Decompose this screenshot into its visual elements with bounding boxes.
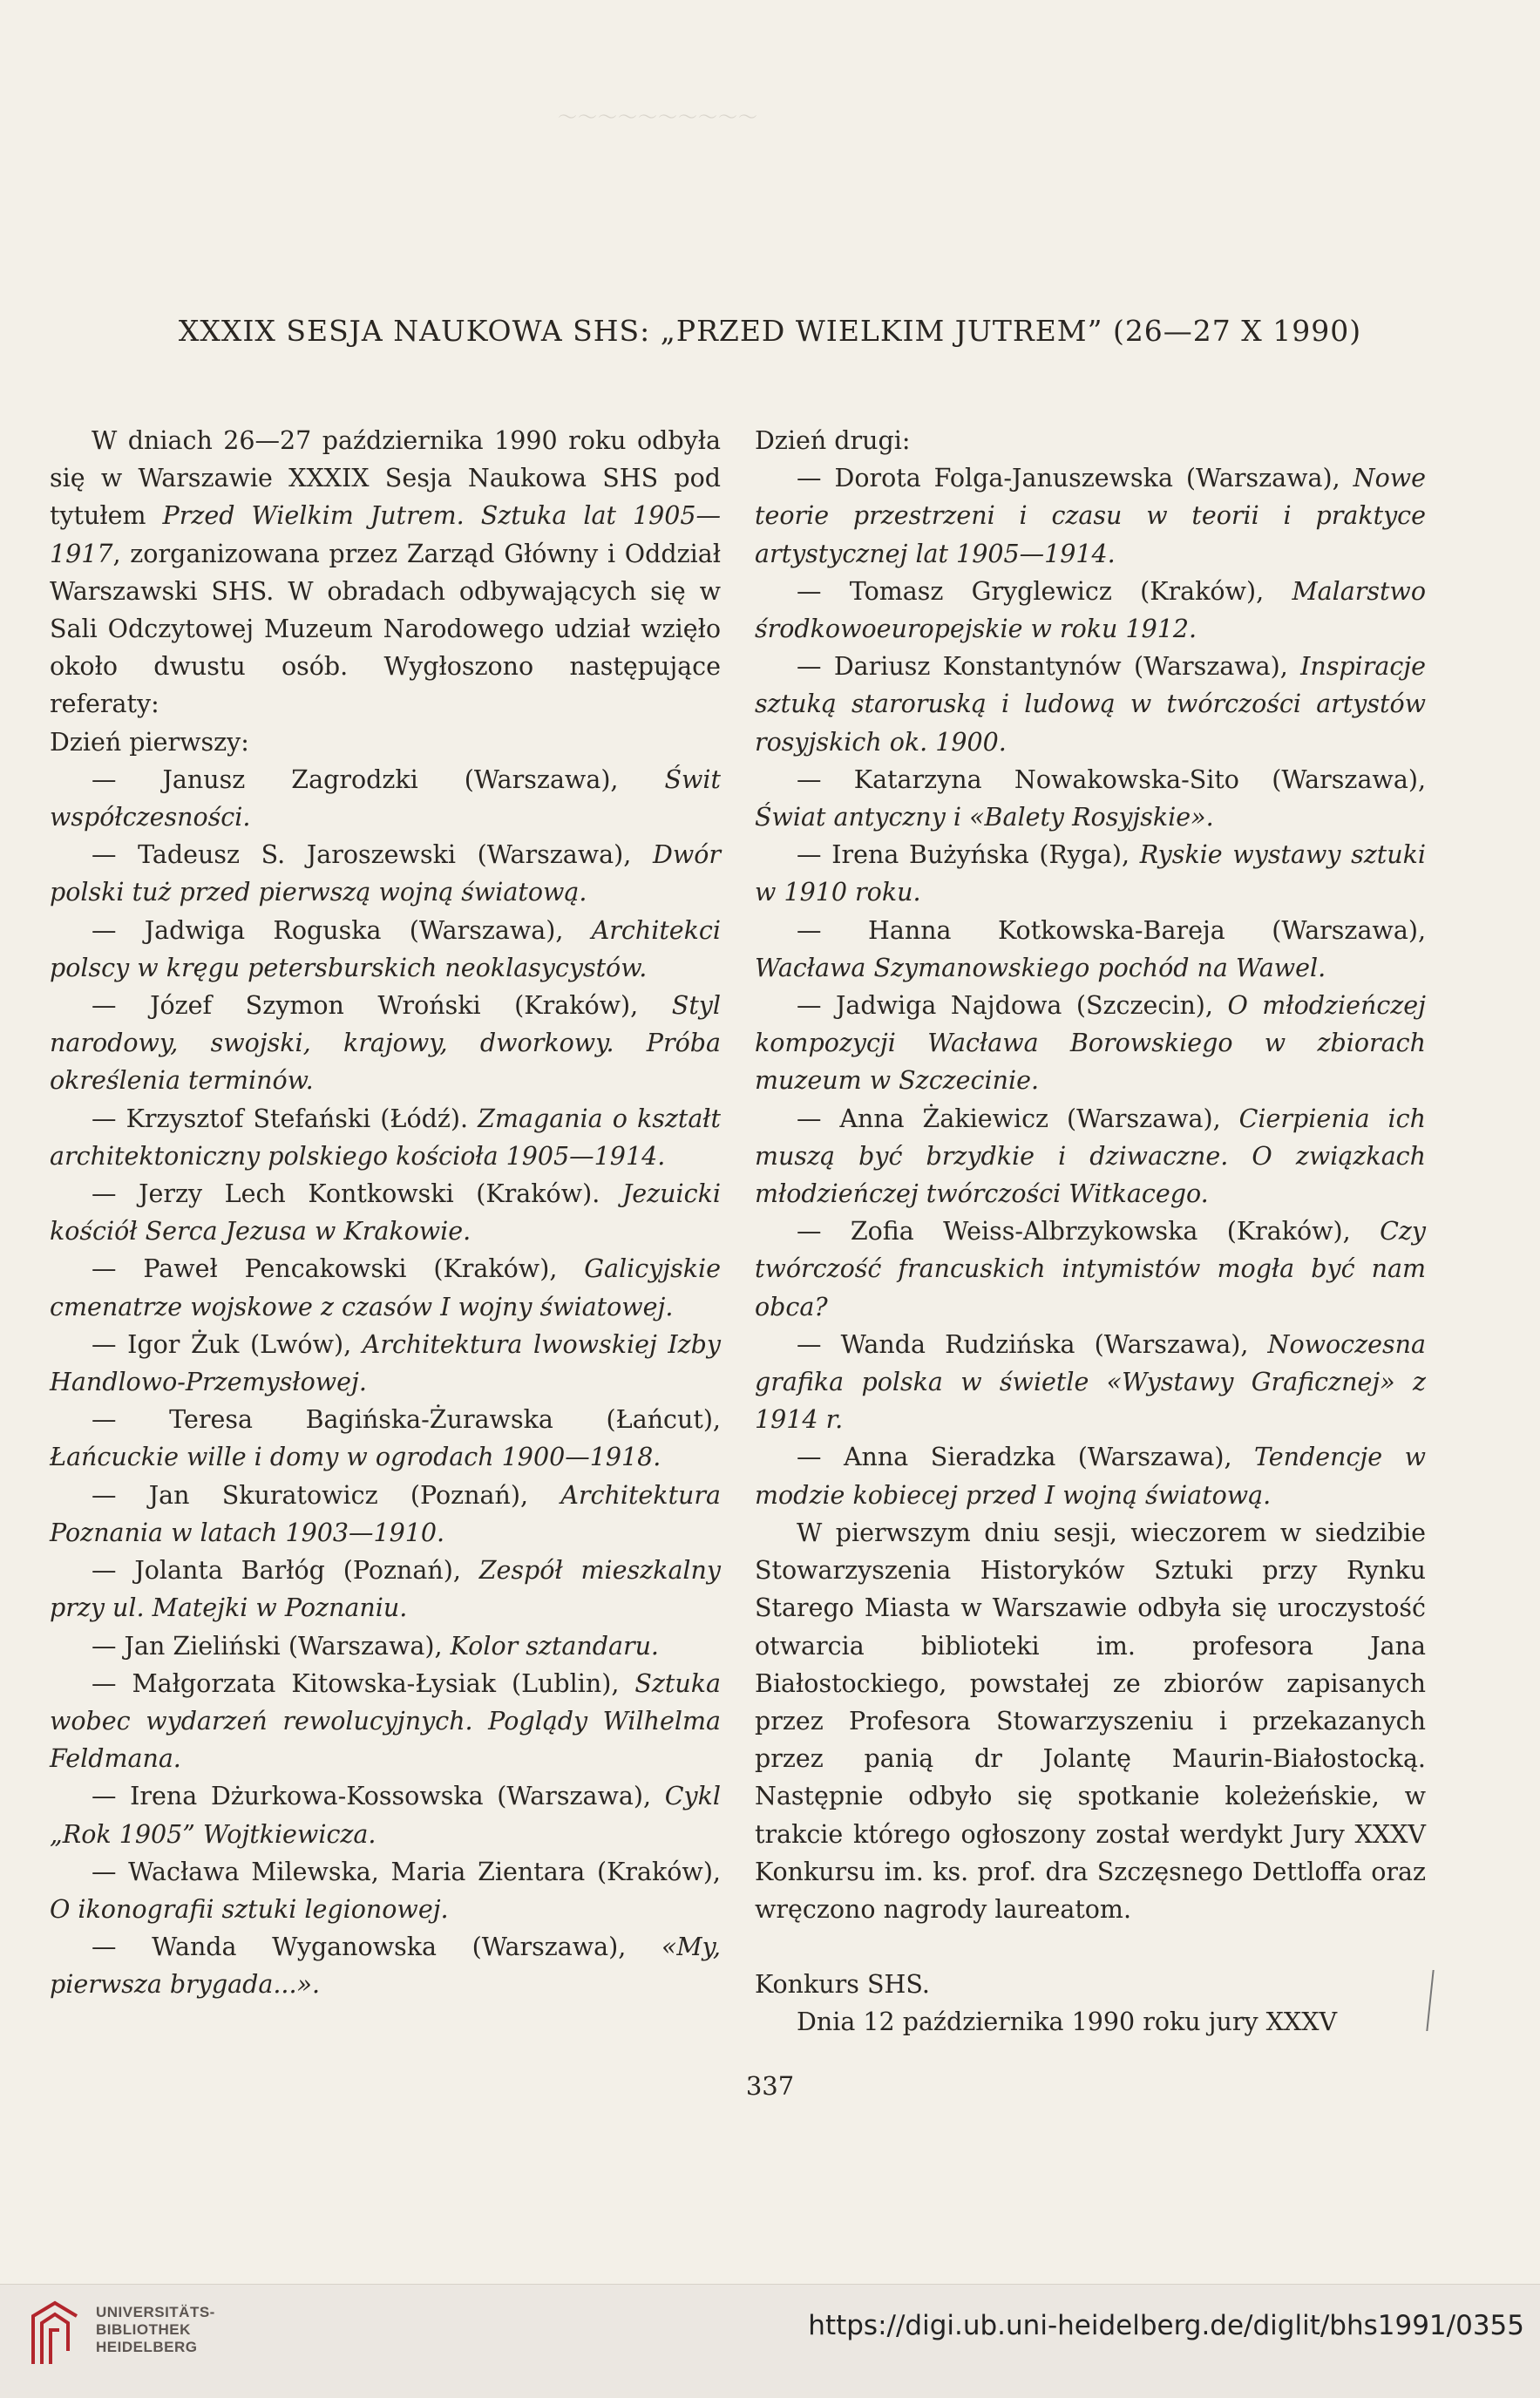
lecture-author: — Jadwiga Najdowa (Szczecin), bbox=[797, 991, 1228, 1021]
lecture-author: — Dorota Folga-Januszewska (Warszawa), bbox=[797, 464, 1353, 493]
library-name-line: BIBLIOTHEK bbox=[96, 2321, 191, 2338]
lecture-entry bbox=[50, 1777, 721, 1852]
library-name-line: UNIVERSITÄTS- bbox=[96, 2304, 215, 2320]
page-number: 337 bbox=[745, 2071, 795, 2101]
day1-label: Dzień pierwszy: bbox=[50, 727, 249, 757]
lecture-author: — Janusz Zagrodzki (Warszawa), bbox=[92, 764, 665, 794]
lecture-entry bbox=[50, 987, 721, 1100]
library-name bbox=[96, 2304, 215, 2356]
lecture-title: Architektura Poznania w latach 1903—1910. bbox=[50, 1480, 721, 1547]
lecture-title: Wacława Szymanowskiego pochód na Wawel. bbox=[755, 953, 1326, 982]
lecture-entry bbox=[755, 1213, 1426, 1326]
lecture-title: Architekci polscy w kręgu petersburskich neoklasycystów. bbox=[50, 915, 721, 982]
lecture-author: — Katarzyna Nowakowska-Sito (Warszawa), bbox=[797, 764, 1426, 794]
lecture-entry bbox=[50, 1100, 721, 1175]
right-column bbox=[755, 422, 1426, 2041]
lecture-entry bbox=[50, 1853, 721, 1928]
left-column bbox=[50, 422, 721, 2004]
lecture-entry bbox=[755, 1326, 1426, 1439]
lecture-entry bbox=[755, 761, 1426, 836]
lecture-author: — Jan Skuratowicz (Poznań), bbox=[92, 1480, 561, 1510]
lecture-entry bbox=[755, 1100, 1426, 1213]
lecture-entry bbox=[50, 1627, 721, 1665]
lecture-author: — Irena Bużyńska (Ryga), bbox=[797, 840, 1140, 870]
lecture-title: Architektura lwowskiej Izby Handlowo-Przemysłowej. bbox=[50, 1329, 721, 1397]
lecture-entry bbox=[755, 1438, 1426, 1513]
lecture-entry bbox=[50, 761, 721, 836]
lecture-title: Inspiracje sztuką staroruską i ludową w twórczości artystów rosyjskich ok. 1900. bbox=[755, 652, 1426, 757]
konkurs-label: Konkurs SHS. bbox=[755, 1970, 930, 2000]
lecture-author: — Igor Żuk (Lwów), bbox=[92, 1329, 363, 1359]
lecture-title: Ryskie wystawy sztuki w 1910 roku. bbox=[755, 840, 1426, 907]
lecture-entry bbox=[755, 912, 1426, 987]
lecture-title: Dwór polski tuż przed pierwszą wojną światową. bbox=[50, 840, 721, 907]
lecture-author: — Wacława Milewska, Maria Zientara (Kraków), bbox=[92, 1857, 721, 1886]
lecture-entry bbox=[50, 836, 721, 911]
lecture-author: — Krzysztof Stefański (Łódź). bbox=[92, 1104, 478, 1133]
source-url[interactable]: https://digi.ub.uni-heidelberg.de/diglit/bhs1991/0355 bbox=[808, 2310, 1524, 2341]
lecture-title: Jezuicki kościół Serca Jezusa w Krakowie. bbox=[50, 1179, 721, 1247]
lecture-entry bbox=[755, 836, 1426, 911]
lecture-title: Cykl „Rok 1905” Wojtkiewicza. bbox=[50, 1782, 721, 1849]
lecture-title: O młodzieńczej kompozycji Wacława Borowskiego w zbiorach muzeum w Szczecinie. bbox=[755, 991, 1427, 1096]
closing-paragraph: W pierwszym dniu sesji, wieczorem w siedzibie Stowarzyszenia Historyków Sztuki przy Rynku Starego Miasta w Warszawie odbyła się uroczystość otwarcia biblioteki im. profesora Jana Białostockiego, powstałej ze zbiorów zapisanych przez Profesora Stowarzyszeniu i przekazanych przez panią dr Jolantę Maurin-Białostocką. Następnie odbyło się spotkanie koleżeńskie, w trakcie którego ogłoszony został werdykt Jury XXXV Konkursu im. ks. prof. dra Szczęsnego Dettloffa oraz wręczono nagrody laureatom. bbox=[755, 1518, 1426, 1924]
lecture-entry bbox=[755, 459, 1426, 573]
bleed-through-text: ～～～～～～～～～～ bbox=[558, 107, 759, 129]
lecture-title: Galicyjskie cmenatrze wojskowe z czasów I wojny światowej. bbox=[50, 1254, 721, 1321]
lecture-author: — Jerzy Lech Kontkowski (Kraków). bbox=[92, 1179, 622, 1209]
konkurs-text: Dnia 12 października 1990 roku jury XXXV bbox=[797, 2007, 1338, 2037]
lecture-author: — Józef Szymon Wroński (Kraków), bbox=[92, 991, 672, 1021]
day1-list bbox=[50, 761, 721, 2004]
lecture-entry bbox=[50, 1175, 721, 1250]
lecture-author: — Hanna Kotkowska-Bareja (Warszawa), bbox=[797, 915, 1426, 945]
lecture-title: «My, pierwsza brygada...». bbox=[50, 1933, 721, 2000]
lecture-title: Świat antyczny i «Balety Rosyjskie». bbox=[755, 803, 1214, 832]
lecture-author: — Tomasz Gryglewicz (Kraków), bbox=[797, 576, 1292, 606]
lecture-title: Tendencje w modzie kobiecej przed I wojną światową. bbox=[755, 1443, 1426, 1510]
lecture-title: Nowe teorie przestrzeni i czasu w teorii i praktyce artystycznej lat 1905—1914. bbox=[755, 464, 1426, 568]
lecture-title: Świt współczesności. bbox=[50, 764, 721, 832]
lecture-author: — Tadeusz S. Jaroszewski (Warszawa), bbox=[92, 840, 653, 870]
lecture-author: — Teresa Bagińska-Żurawska (Łańcut), bbox=[92, 1405, 721, 1435]
lecture-entry bbox=[50, 1552, 721, 1627]
lecture-title: Sztuka wobec wydarzeń rewolucyjnych. Poglądy Wilhelma Feldmana. bbox=[50, 1668, 721, 1774]
lecture-author: — Wanda Rudzińska (Warszawa), bbox=[797, 1329, 1268, 1359]
lecture-title: Czy twórczość francuskich intymistów mogła być nam obca? bbox=[755, 1217, 1426, 1321]
lecture-author: — Małgorzata Kitowska-Łysiak (Lublin), bbox=[92, 1668, 635, 1698]
lecture-entry bbox=[50, 912, 721, 987]
article-heading: XXXIX SESJA NAUKOWA SHS: „PRZED WIELKIM JUTREM” (26—27 X 1990) bbox=[178, 314, 1362, 348]
lecture-author: — Jan Zieliński (Warszawa), bbox=[92, 1631, 451, 1661]
lecture-author: — Wanda Wyganowska (Warszawa), bbox=[92, 1933, 661, 1962]
lecture-entry bbox=[755, 573, 1426, 648]
lecture-entry bbox=[50, 1326, 721, 1401]
lecture-entry bbox=[50, 1928, 721, 2003]
lecture-author: — Zofia Weiss-Albrzykowska (Kraków), bbox=[797, 1217, 1381, 1247]
lecture-title: O ikonografii sztuki legionowej. bbox=[50, 1894, 449, 1924]
lecture-author: — Anna Żakiewicz (Warszawa), bbox=[797, 1104, 1239, 1133]
intro-paragraph: W dniach 26—27 października 1990 roku odbyła się w Warszawie XXXIX Sesja Naukowa SHS pod tytułem Przed Wielkim Jutrem. Sztuka lat 1905—1917, zorganizowana przez Zarząd Główny i Oddział Warszawski SHS. W obradach odbywających się w Sali Odczytowej Muzeum Narodowego udział wzięło około dwustu osób. Wygłoszono następujące referaty: bbox=[50, 426, 721, 719]
lecture-entry bbox=[50, 1665, 721, 1778]
lecture-title: Kolor sztandaru. bbox=[450, 1631, 659, 1661]
lecture-entry bbox=[50, 1401, 721, 1476]
lecture-title: Łańcuckie wille i domy w ogrodach 1900—1918. bbox=[50, 1443, 661, 1472]
lecture-title: Zmagania o kształt architektoniczny polskiego kościoła 1905—1914. bbox=[50, 1104, 721, 1171]
lecture-entry bbox=[755, 987, 1426, 1100]
lecture-entry bbox=[50, 1250, 721, 1325]
library-name-line: HEIDELBERG bbox=[96, 2339, 198, 2355]
lecture-title: Styl narodowy, swojski, krajowy, dworkowy. Próba określenia terminów. bbox=[50, 991, 721, 1096]
lecture-author: — Paweł Pencakowski (Kraków), bbox=[92, 1254, 585, 1284]
lecture-title: Nowoczesna grafika polska w świetle «Wystawy Graficznej» z 1914 r. bbox=[755, 1329, 1426, 1435]
lecture-author: — Dariusz Konstantynów (Warszawa), bbox=[797, 652, 1301, 682]
lecture-author: — Irena Dżurkowa-Kossowska (Warszawa), bbox=[92, 1782, 665, 1811]
lecture-author: — Jadwiga Roguska (Warszawa), bbox=[92, 915, 592, 945]
day2-label: Dzień drugi: bbox=[755, 426, 911, 455]
day2-list bbox=[755, 459, 1426, 1514]
lecture-author: — Anna Sieradzka (Warszawa), bbox=[797, 1443, 1254, 1472]
library-logo-icon bbox=[24, 2299, 85, 2368]
lecture-author: — Jolanta Barłóg (Poznań), bbox=[92, 1556, 479, 1586]
lecture-title: Cierpienia ich muszą być brzydkie i dziwaczne. O związkach młodzieńczej twórczości Witkacego. bbox=[755, 1104, 1426, 1209]
lecture-title: Malarstwo środkowoeuropejskie w roku 1912. bbox=[755, 576, 1426, 644]
lecture-entry bbox=[50, 1477, 721, 1552]
lecture-entry bbox=[755, 648, 1426, 761]
lecture-title: Zespół mieszkalny przy ul. Matejki w Poznaniu. bbox=[50, 1556, 722, 1623]
